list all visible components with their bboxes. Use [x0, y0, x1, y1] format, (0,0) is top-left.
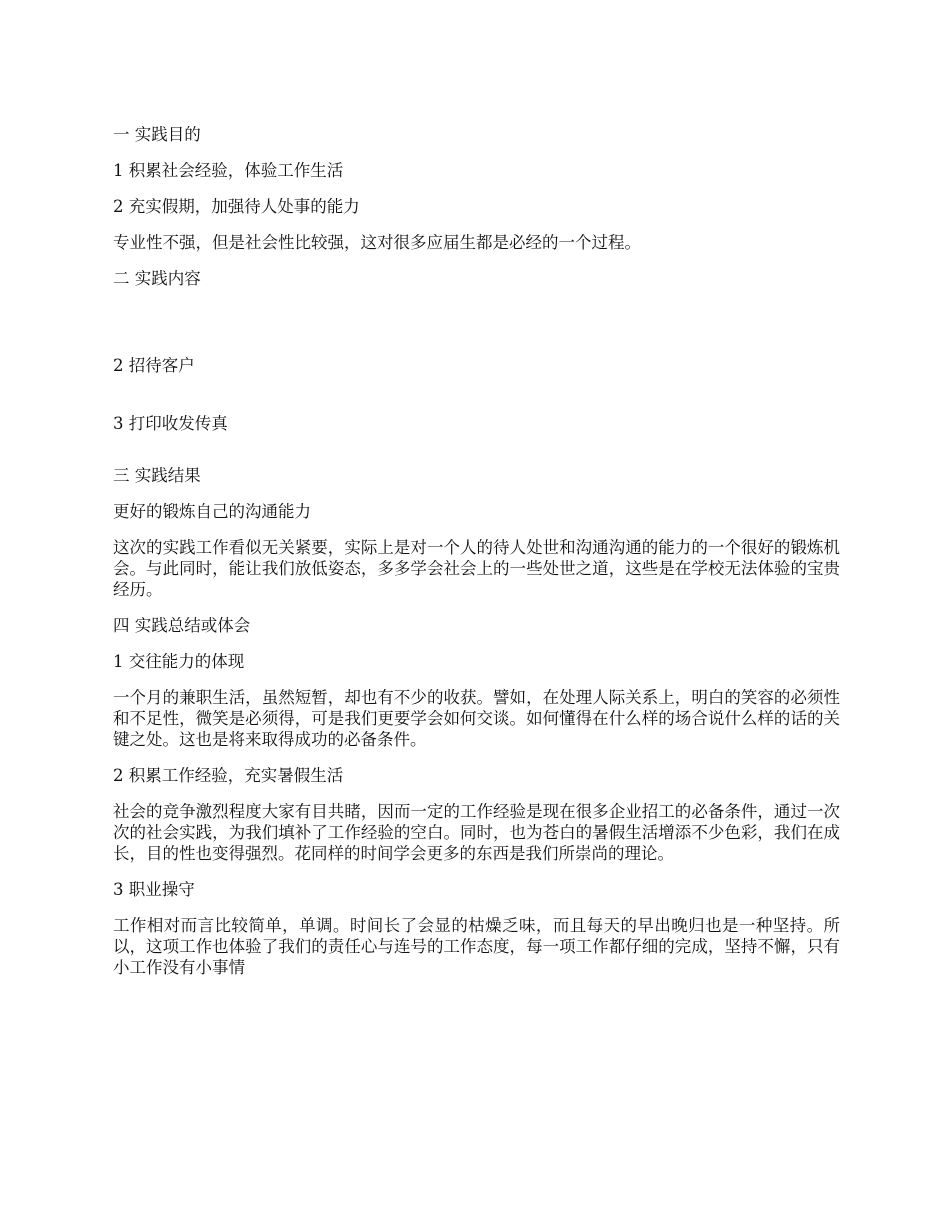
subheading: 3 职业操守 [113, 880, 195, 899]
body-paragraph: 专业性不强，但是社会性比较强，这对很多应届生都是必经的一个过程。 [113, 233, 641, 252]
section-heading-summary: 四 实践总结或体会 [113, 616, 251, 635]
body-paragraph: 一个月的兼职生活，虽然短暂，却也有不少的收获。譬如，在处理人际关系上，明白的笑容的必须性和不足性，微笑是必须得，可是我们更要学会如何交谈。如何懂得在什么样的场合说什么样的话的关键之处。这也是将来取得成功的必备条件。 [113, 688, 840, 749]
document-page [113, 124, 840, 993]
section-heading-result: 三 实践结果 [113, 466, 201, 485]
list-item: 3 打印收发传真 [113, 414, 228, 433]
body-paragraph: 社会的竞争激烈程度大家有目共睹，因而一定的工作经验是现在很多企业招工的必备条件，通过一次次的社会实践，为我们填补了工作经验的空白。同时，也为苍白的暑假生活增添不少色彩，我们在成长，目的性也变得强烈。花同样的时间学会更多的东西是我们所崇尚的理论。 [113, 802, 840, 863]
section-heading-purpose: 一 实践目的 [113, 125, 201, 144]
list-item: 2 招待客户 [113, 356, 195, 375]
list-item: 1 积累社会经验，体验工作生活 [113, 161, 344, 180]
subheading: 2 积累工作经验，充实暑假生活 [113, 766, 344, 785]
list-item: 2 充实假期，加强待人处事的能力 [113, 197, 360, 216]
subheading: 1 交往能力的体现 [113, 652, 245, 671]
body-paragraph: 工作相对而言比较简单，单调。时间长了会显的枯燥乏味，而且每天的早出晚归也是一种坚持。所以，这项工作也体验了我们的责任心与连号的工作态度，每一项工作都仔细的完成，坚持不懈，只有小工作没有小事情 [113, 916, 840, 977]
subheading: 更好的锻炼自己的沟通能力 [113, 502, 311, 521]
body-paragraph: 这次的实践工作看似无关紧要，实际上是对一个人的待人处世和沟通沟通的能力的一个很好的锻炼机会。与此同时，能让我们放低姿态，多多学会社会上的一些处世之道，这些是在学校无法体验的宝贵经历。 [113, 538, 840, 599]
section-heading-content: 二 实践内容 [113, 269, 201, 288]
